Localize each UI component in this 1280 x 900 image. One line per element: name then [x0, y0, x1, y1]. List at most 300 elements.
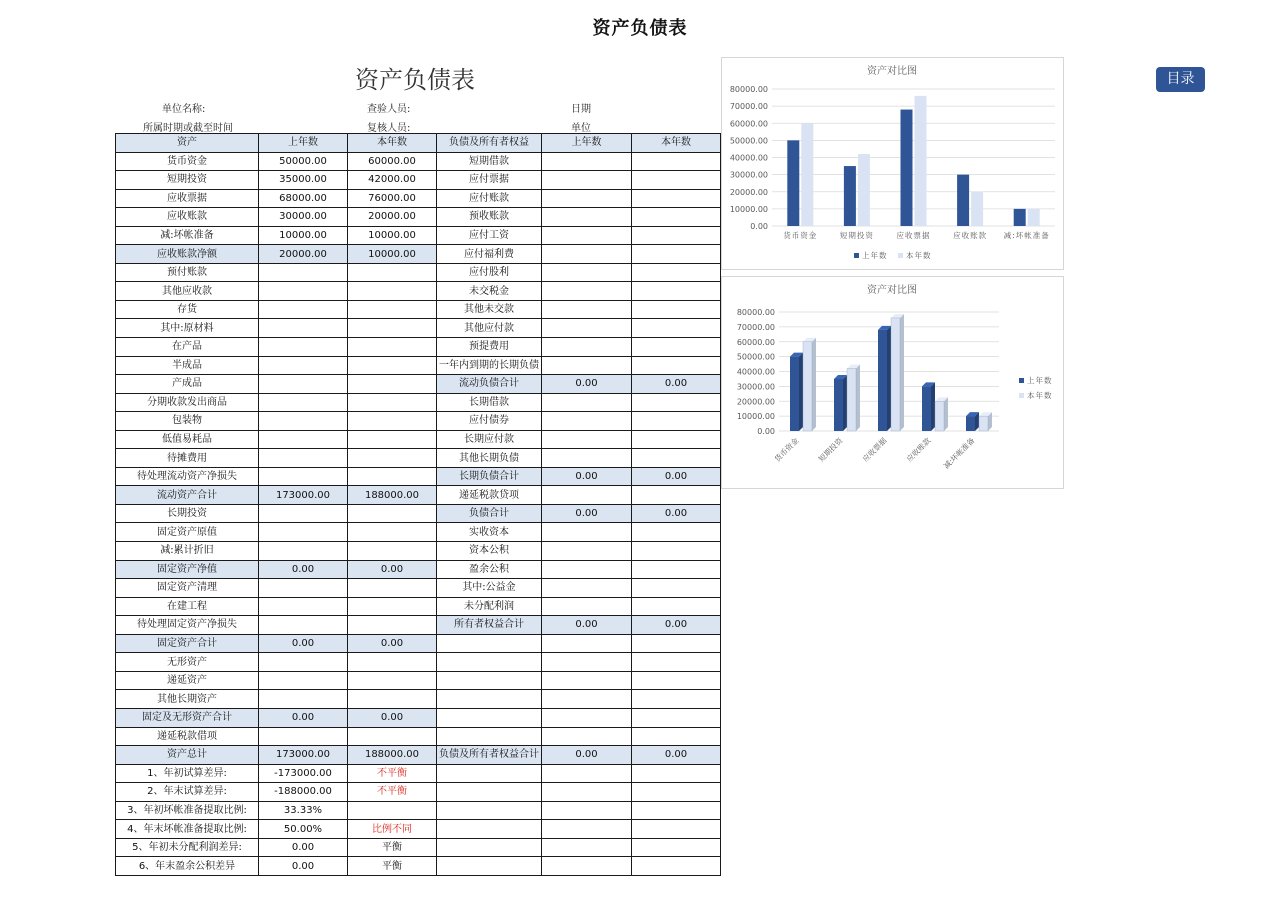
legend-swatch: [1019, 393, 1024, 398]
table-cell[interactable]: [259, 467, 348, 486]
table-cell[interactable]: 存货: [116, 300, 259, 319]
table-cell[interactable]: 流动负债合计: [437, 375, 542, 394]
table-cell[interactable]: [632, 412, 721, 431]
table-cell[interactable]: 盈余公积: [437, 560, 542, 579]
table-cell[interactable]: [348, 282, 437, 301]
table-cell[interactable]: [348, 412, 437, 431]
table-cell[interactable]: [632, 226, 721, 245]
table-cell[interactable]: [259, 690, 348, 709]
table-cell[interactable]: 所有者权益合计: [437, 616, 542, 635]
table-cell[interactable]: 负债合计: [437, 504, 542, 523]
table-cell[interactable]: 减:坏帐准备: [116, 226, 259, 245]
table-cell[interactable]: 188000.00: [348, 746, 437, 765]
table-cell[interactable]: 0.00: [632, 504, 721, 523]
table-cell[interactable]: [437, 690, 542, 709]
table-cell[interactable]: [632, 579, 721, 598]
table-cell[interactable]: [542, 671, 632, 690]
table-row: [116, 152, 721, 171]
table-cell[interactable]: [437, 708, 542, 727]
table-cell[interactable]: [632, 208, 721, 227]
table-row: [116, 486, 721, 505]
table-cell[interactable]: [259, 449, 348, 468]
bar: [858, 154, 870, 226]
table-cell[interactable]: [542, 245, 632, 264]
table-cell[interactable]: [632, 597, 721, 616]
table-cell[interactable]: [348, 616, 437, 635]
table-cell[interactable]: 预收账款: [437, 208, 542, 227]
table-cell[interactable]: 长期投资: [116, 504, 259, 523]
table-cell[interactable]: 分期收款发出商品: [116, 393, 259, 412]
table-cell[interactable]: 预提费用: [437, 338, 542, 357]
table-cell[interactable]: 货币资金: [116, 152, 259, 171]
table-cell[interactable]: [632, 801, 721, 820]
table-cell[interactable]: 应付股利: [437, 263, 542, 282]
table-cell[interactable]: [542, 820, 632, 839]
table-cell[interactable]: 待摊费用: [116, 449, 259, 468]
table-cell[interactable]: [632, 356, 721, 375]
table-cell[interactable]: 减:累计折旧: [116, 542, 259, 561]
table-cell[interactable]: 应收账款: [116, 208, 259, 227]
table-row: [116, 171, 721, 190]
table-cell[interactable]: [632, 282, 721, 301]
table-cell[interactable]: [259, 282, 348, 301]
bar: [891, 318, 900, 431]
table-cell[interactable]: 20000.00: [348, 208, 437, 227]
table-cell[interactable]: [542, 226, 632, 245]
table-cell[interactable]: 待处理固定资产净损失: [116, 616, 259, 635]
table-cell[interactable]: [437, 820, 542, 839]
table-cell[interactable]: [542, 579, 632, 598]
table-cell[interactable]: [437, 857, 542, 876]
table-cell[interactable]: [542, 189, 632, 208]
table-cell[interactable]: 低值易耗品: [116, 430, 259, 449]
table-cell[interactable]: [348, 597, 437, 616]
table-cell[interactable]: [348, 523, 437, 542]
table-cell[interactable]: [348, 653, 437, 672]
table-cell[interactable]: 预付账款: [116, 263, 259, 282]
table-cell[interactable]: [632, 560, 721, 579]
table-cell[interactable]: [259, 523, 348, 542]
table-cell[interactable]: 半成品: [116, 356, 259, 375]
table-cell[interactable]: [632, 542, 721, 561]
x-tick-label: 应收票据: [896, 231, 931, 240]
y-tick-label: 50000.00: [729, 136, 768, 146]
table-cell[interactable]: 产成品: [116, 375, 259, 394]
table-cell[interactable]: 10000.00: [348, 226, 437, 245]
table-cell[interactable]: [632, 263, 721, 282]
table-cell[interactable]: 应付账款: [437, 189, 542, 208]
table-cell[interactable]: [348, 671, 437, 690]
table-cell[interactable]: [632, 319, 721, 338]
y-tick-label: 80000.00: [729, 85, 768, 94]
table-cell[interactable]: [259, 653, 348, 672]
table-cell[interactable]: [437, 727, 542, 746]
table-row: [116, 300, 721, 319]
table-cell[interactable]: 0.00: [259, 857, 348, 876]
table-row: [116, 189, 721, 208]
table-cell[interactable]: 其他长期负债: [437, 449, 542, 468]
table-cell[interactable]: 其他长期资产: [116, 690, 259, 709]
table-row: [116, 820, 721, 839]
table-cell[interactable]: [348, 356, 437, 375]
table-cell[interactable]: [348, 393, 437, 412]
table-cell[interactable]: 递延资产: [116, 671, 259, 690]
table-row: [116, 449, 721, 468]
table-cell[interactable]: 一年内到期的长期负债: [437, 356, 542, 375]
table-cell[interactable]: 平衡: [348, 838, 437, 857]
table-cell[interactable]: [348, 542, 437, 561]
table-cell[interactable]: 0.00: [348, 708, 437, 727]
table-cell[interactable]: 2、年末试算差异:: [116, 783, 259, 802]
chart-3d-svg: [722, 277, 1063, 488]
table-cell[interactable]: 其中:公益金: [437, 579, 542, 598]
table-cell[interactable]: [632, 393, 721, 412]
table-cell[interactable]: [632, 653, 721, 672]
table-cell[interactable]: [437, 801, 542, 820]
bar-side: [812, 338, 816, 431]
table-cell[interactable]: [348, 727, 437, 746]
table-cell[interactable]: [542, 801, 632, 820]
legend-label: 本年数: [906, 251, 932, 260]
table-cell[interactable]: 33.33%: [259, 801, 348, 820]
table-row: [116, 208, 721, 227]
table-cell[interactable]: 不平衡: [348, 764, 437, 783]
table-cell[interactable]: [259, 356, 348, 375]
asset-comparison-chart-2d: [721, 57, 1064, 270]
table-cell[interactable]: 在建工程: [116, 597, 259, 616]
table-row: [116, 653, 721, 672]
table-cell[interactable]: [542, 393, 632, 412]
table-cell[interactable]: 6、年末盈余公积差异: [116, 857, 259, 876]
table-cell[interactable]: 0.00: [632, 616, 721, 635]
table-cell[interactable]: 固定资产净值: [116, 560, 259, 579]
legend-label: 上年数: [862, 251, 888, 260]
period-label: 所属时期或截至时间: [143, 123, 233, 134]
table-row: [116, 523, 721, 542]
chart-2d-svg: [722, 58, 1063, 269]
table-cell[interactable]: [437, 634, 542, 653]
column-header: 本年数: [348, 134, 437, 153]
table-cell[interactable]: 50.00%: [259, 820, 348, 839]
table-cell[interactable]: [632, 523, 721, 542]
table-cell[interactable]: [259, 597, 348, 616]
table-cell[interactable]: 待处理流动资产净损失: [116, 467, 259, 486]
y-tick-label: 70000.00: [729, 102, 768, 112]
column-header: 上年数: [259, 134, 348, 153]
x-tick-label: 应收账款: [904, 436, 933, 464]
table-cell[interactable]: 50000.00: [259, 152, 348, 171]
table-cell[interactable]: [542, 857, 632, 876]
bar: [847, 369, 856, 431]
table-cell[interactable]: -188000.00: [259, 783, 348, 802]
table-cell[interactable]: 应收账款净额: [116, 245, 259, 264]
table-cell[interactable]: 0.00: [259, 838, 348, 857]
table-cell[interactable]: 不平衡: [348, 783, 437, 802]
table-cell[interactable]: 173000.00: [259, 486, 348, 505]
table-cell[interactable]: 平衡: [348, 857, 437, 876]
table-cell[interactable]: [632, 857, 721, 876]
table-cell[interactable]: 应付债券: [437, 412, 542, 431]
table-cell[interactable]: [632, 634, 721, 653]
table-row: [116, 727, 721, 746]
table-cell[interactable]: [259, 430, 348, 449]
bar: [922, 386, 931, 431]
x-tick-label: 短期投资: [816, 436, 845, 464]
table-cell[interactable]: [542, 838, 632, 857]
table-cell[interactable]: [632, 449, 721, 468]
table-cell[interactable]: 固定资产合计: [116, 634, 259, 653]
table-cell[interactable]: [437, 653, 542, 672]
table-cell[interactable]: [542, 449, 632, 468]
table-cell[interactable]: 包装物: [116, 412, 259, 431]
table-cell[interactable]: 长期借款: [437, 393, 542, 412]
page-title: 资产负债表: [592, 18, 688, 39]
bar: [787, 140, 799, 226]
table-cell[interactable]: 实收资本: [437, 523, 542, 542]
table-cell[interactable]: [348, 338, 437, 357]
table-cell[interactable]: [632, 171, 721, 190]
table-cell[interactable]: [542, 708, 632, 727]
table-cell[interactable]: [348, 375, 437, 394]
table-cell[interactable]: [259, 542, 348, 561]
table-cell[interactable]: [437, 838, 542, 857]
column-header: 上年数: [542, 134, 632, 153]
table-cell[interactable]: 递延税款贷项: [437, 486, 542, 505]
table-cell[interactable]: 0.00: [542, 746, 632, 765]
table-row: [116, 579, 721, 598]
table-cell[interactable]: [632, 486, 721, 505]
legend-swatch: [854, 253, 859, 258]
bar: [971, 192, 983, 226]
y-tick-label: 60000.00: [736, 337, 775, 347]
table-cell[interactable]: [348, 449, 437, 468]
table-cell[interactable]: 递延税款借项: [116, 727, 259, 746]
table-cell[interactable]: 固定及无形资产合计: [116, 708, 259, 727]
table-cell[interactable]: [632, 727, 721, 746]
table-cell[interactable]: [348, 319, 437, 338]
table-cell[interactable]: [259, 375, 348, 394]
table-cell[interactable]: 应收票据: [116, 189, 259, 208]
table-cell[interactable]: [348, 504, 437, 523]
table-cell[interactable]: [259, 504, 348, 523]
table-cell[interactable]: 0.00: [259, 560, 348, 579]
table-cell[interactable]: [348, 690, 437, 709]
y-tick-label: 30000.00: [729, 170, 768, 180]
table-cell[interactable]: 0.00: [348, 560, 437, 579]
table-cell[interactable]: 60000.00: [348, 152, 437, 171]
table-cell[interactable]: [632, 152, 721, 171]
sheet-title: 资产负债表: [355, 66, 475, 94]
table-cell[interactable]: [259, 671, 348, 690]
table-cell[interactable]: 0.00: [632, 746, 721, 765]
table-cell[interactable]: 在产品: [116, 338, 259, 357]
bar: [935, 401, 944, 431]
table-cell[interactable]: 流动资产合计: [116, 486, 259, 505]
table-cell[interactable]: [632, 820, 721, 839]
table-row: [116, 542, 721, 561]
table-cell[interactable]: -173000.00: [259, 764, 348, 783]
table-cell[interactable]: 10000.00: [259, 226, 348, 245]
table-cell[interactable]: [542, 690, 632, 709]
table-cell[interactable]: 0.00: [632, 467, 721, 486]
table-cell[interactable]: [542, 653, 632, 672]
table-cell[interactable]: [259, 319, 348, 338]
table-cell[interactable]: 188000.00: [348, 486, 437, 505]
table-cell[interactable]: [259, 727, 348, 746]
table-cell[interactable]: [542, 727, 632, 746]
table-cell[interactable]: 76000.00: [348, 189, 437, 208]
table-cell[interactable]: 4、年末坏帐准备提取比例:: [116, 820, 259, 839]
table-cell[interactable]: [542, 764, 632, 783]
table-cell[interactable]: [632, 690, 721, 709]
table-cell[interactable]: [542, 282, 632, 301]
table-cell[interactable]: 应付票据: [437, 171, 542, 190]
table-cell[interactable]: [632, 189, 721, 208]
table-cell[interactable]: 0.00: [632, 375, 721, 394]
table-row: [116, 226, 721, 245]
table-cell[interactable]: 应付工资: [437, 226, 542, 245]
toc-button[interactable]: 目录: [1156, 67, 1205, 92]
table-cell[interactable]: 20000.00: [259, 245, 348, 264]
table-cell[interactable]: [632, 708, 721, 727]
table-cell[interactable]: [542, 412, 632, 431]
table-cell[interactable]: 10000.00: [348, 245, 437, 264]
table-cell[interactable]: 0.00: [542, 504, 632, 523]
table-cell[interactable]: [437, 671, 542, 690]
column-header: 本年数: [632, 134, 721, 153]
table-cell[interactable]: 未交税金: [437, 282, 542, 301]
table-cell[interactable]: [542, 486, 632, 505]
bar-side: [944, 397, 948, 431]
legend-label: 本年数: [1027, 391, 1053, 400]
table-cell[interactable]: 短期借款: [437, 152, 542, 171]
table-cell[interactable]: 0.00: [542, 467, 632, 486]
table-cell[interactable]: [542, 542, 632, 561]
table-cell[interactable]: 0.00: [259, 708, 348, 727]
table-row: [116, 634, 721, 653]
table-cell[interactable]: [632, 764, 721, 783]
table-cell[interactable]: 其他应付款: [437, 319, 542, 338]
table-cell[interactable]: [542, 783, 632, 802]
table-cell[interactable]: 资产总计: [116, 746, 259, 765]
y-tick-label: 40000.00: [729, 153, 768, 163]
table-cell[interactable]: 35000.00: [259, 171, 348, 190]
table-cell[interactable]: 长期应付款: [437, 430, 542, 449]
table-cell[interactable]: [632, 338, 721, 357]
table-cell[interactable]: [542, 597, 632, 616]
column-header: 资产: [116, 134, 259, 153]
bar: [901, 110, 913, 226]
table-cell[interactable]: [259, 616, 348, 635]
bar-side: [799, 353, 803, 431]
table-cell[interactable]: [348, 263, 437, 282]
table-cell[interactable]: 固定资产原值: [116, 523, 259, 542]
table-cell[interactable]: [259, 393, 348, 412]
table-cell[interactable]: [259, 263, 348, 282]
table-cell[interactable]: [348, 801, 437, 820]
table-cell[interactable]: [437, 764, 542, 783]
table-cell[interactable]: [632, 300, 721, 319]
table-cell[interactable]: 应付福利费: [437, 245, 542, 264]
table-row: [116, 282, 721, 301]
table-cell[interactable]: [348, 467, 437, 486]
bar-side: [856, 365, 860, 431]
table-cell[interactable]: 短期投资: [116, 171, 259, 190]
bar: [878, 330, 887, 431]
bar: [915, 96, 927, 226]
table-cell[interactable]: [632, 430, 721, 449]
table-cell[interactable]: [542, 634, 632, 653]
table-cell[interactable]: [348, 579, 437, 598]
bar: [801, 123, 813, 226]
table-cell[interactable]: 68000.00: [259, 189, 348, 208]
table-cell[interactable]: [259, 412, 348, 431]
table-cell[interactable]: [437, 783, 542, 802]
table-cell[interactable]: 0.00: [259, 634, 348, 653]
checker-label: 查验人员:: [367, 104, 411, 115]
y-tick-label: 50000.00: [736, 352, 775, 362]
table-cell[interactable]: [542, 356, 632, 375]
table-cell[interactable]: 比例不同: [348, 820, 437, 839]
table-cell[interactable]: 0.00: [348, 634, 437, 653]
table-cell[interactable]: [542, 319, 632, 338]
unit-name-label: 单位名称:: [162, 104, 206, 115]
table-cell[interactable]: 5、年初未分配利润差异:: [116, 838, 259, 857]
table-cell[interactable]: 3、年初坏帐准备提取比例:: [116, 801, 259, 820]
table-cell[interactable]: [542, 430, 632, 449]
table-cell[interactable]: [259, 300, 348, 319]
table-cell[interactable]: [542, 338, 632, 357]
table-cell[interactable]: [542, 560, 632, 579]
table-row: [116, 616, 721, 635]
table-cell[interactable]: 173000.00: [259, 746, 348, 765]
table-cell[interactable]: [348, 430, 437, 449]
table-cell[interactable]: 0.00: [542, 375, 632, 394]
table-cell[interactable]: [542, 152, 632, 171]
table-cell[interactable]: [632, 671, 721, 690]
table-cell[interactable]: 其他应收款: [116, 282, 259, 301]
table-row: [116, 783, 721, 802]
table-cell[interactable]: [632, 838, 721, 857]
table-cell[interactable]: 其中:原材料: [116, 319, 259, 338]
table-row: [116, 671, 721, 690]
table-row: [116, 245, 721, 264]
table-cell[interactable]: 1、年初试算差异:: [116, 764, 259, 783]
table-cell[interactable]: [542, 263, 632, 282]
table-cell[interactable]: [542, 171, 632, 190]
table-cell[interactable]: 负债及所有者权益合计: [437, 746, 542, 765]
table-row: [116, 412, 721, 431]
table-cell[interactable]: [632, 783, 721, 802]
table-cell[interactable]: 未分配利润: [437, 597, 542, 616]
x-tick-label: 减:坏帐准备: [1003, 231, 1050, 240]
table-cell[interactable]: [632, 245, 721, 264]
table-cell[interactable]: 30000.00: [259, 208, 348, 227]
table-cell[interactable]: [259, 338, 348, 357]
table-cell[interactable]: 42000.00: [348, 171, 437, 190]
table-cell[interactable]: 0.00: [542, 616, 632, 635]
table-cell[interactable]: [542, 523, 632, 542]
table-cell[interactable]: 其他未交款: [437, 300, 542, 319]
table-cell[interactable]: [542, 208, 632, 227]
table-cell[interactable]: [542, 300, 632, 319]
table-cell[interactable]: 固定资产清理: [116, 579, 259, 598]
table-cell[interactable]: 长期负债合计: [437, 467, 542, 486]
table-cell[interactable]: 无形资产: [116, 653, 259, 672]
table-cell[interactable]: [348, 300, 437, 319]
table-cell[interactable]: 资本公积: [437, 542, 542, 561]
table-cell[interactable]: [259, 579, 348, 598]
